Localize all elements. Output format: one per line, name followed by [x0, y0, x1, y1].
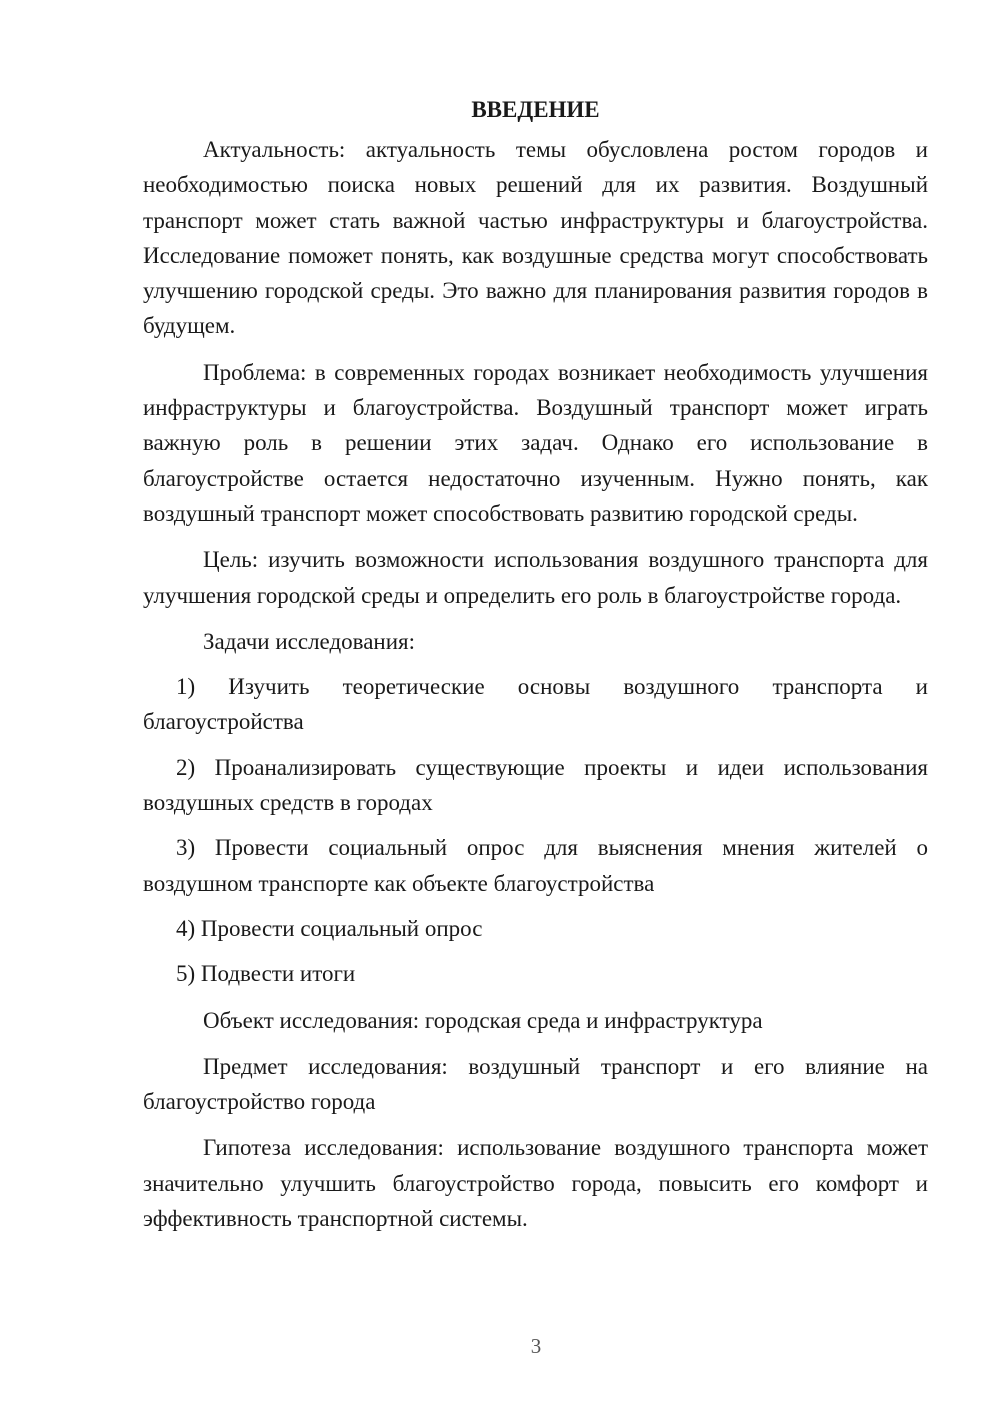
- goal-paragraph: Цель: изучить возможности использования воздушного транспорта для улучшения городской среды и определить его роль в благоустройстве города.: [143, 547, 928, 608]
- task-item-5: 5) Подвести итоги: [176, 961, 356, 987]
- task-item-3: 3) Провести социальный опрос для выяснения мнения жителей о воздушном транспорте как объекте благоустройства: [143, 835, 928, 896]
- page-title: ВВЕДЕНИЕ: [471, 97, 600, 122]
- task-item-2: 2) Проанализировать существующие проекты и идеи использования воздушных средств в городах: [143, 754, 928, 816]
- problem-paragraph: Проблема: в современных городах возникает необходимость улучшения инфраструктуры и благоустройства. Воздушный транспорт может играть важную роль в решении этих задач. Однако его использование в благоустройстве остается недостаточно изученным. Нужно понять, как воздушный транспорт может способствовать развитию городской среды.: [143, 359, 928, 526]
- object-paragraph: Объект исследования: городская среда и инфраструктура: [203, 1007, 763, 1033]
- subject-paragraph: Предмет исследования: воздушный транспорт и его влияние на благоустройство города: [143, 1053, 928, 1115]
- document-page: [143, 92, 928, 1236]
- relevance-paragraph: Актуальность: актуальность темы обусловлена ростом городов и необходимостью поиска новых решений для их развития. Воздушный транспорт может стать важной частью инфраструктуры и благоустройства. Исследование поможет понять, как воздушные средства могут способствовать улучшению городской среды. Это важно для планирования развития городов в будущем.: [143, 137, 928, 339]
- hypothesis-paragraph: Гипотеза исследования: использование воздушного транспорта может значительно улучшить благоустройство города, повысить его комфорт и эффективность транспортной системы.: [143, 1135, 928, 1232]
- task-item-1: 1) Изучить теоретические основы воздушного транспорта и благоустройства: [143, 674, 928, 735]
- task-item-4: 4) Провести социальный опрос: [176, 915, 483, 941]
- page-number: 3: [530, 1334, 542, 1358]
- tasks-heading: Задачи исследования:: [203, 628, 416, 654]
